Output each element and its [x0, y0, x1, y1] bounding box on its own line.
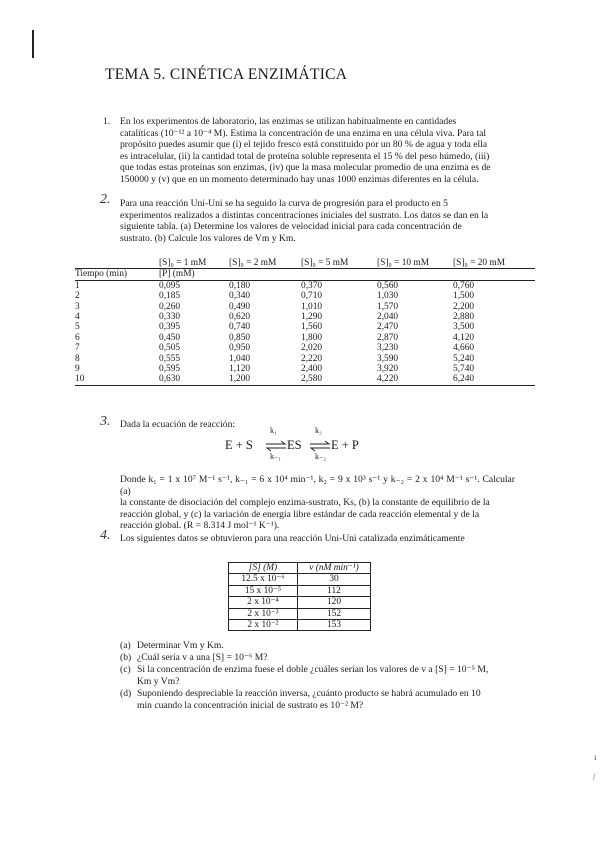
time-cell: 7 [75, 343, 80, 354]
question-label: (c) [120, 664, 131, 676]
table-row [229, 585, 371, 596]
product-concentration-cell: 0,450 [159, 332, 181, 343]
product-concentration-cell: 2,870 [377, 332, 399, 343]
time-cell: 3 [75, 301, 80, 312]
product-concentration-cell: 2,470 [377, 322, 399, 333]
problem-1-line: es intracelular, (ii) la cantidad total de proteína soluble representa el 15 % del peso húmedo, (iii) [120, 150, 490, 162]
product-concentration-cell: 0,370 [301, 280, 323, 291]
table-subheader-cell [301, 269, 377, 280]
product-concentration-cell: 0,185 [159, 291, 181, 302]
problem-3-intro: Dada la ecuación de reacción: [120, 419, 236, 430]
question-label: (a) [120, 640, 131, 651]
problem-4-intro: Los siguientes datos se obtuvieron para una reacción Uni-Uni catalizada enzimáticamente [120, 533, 465, 544]
product-concentration-cell: 1,120 [229, 364, 251, 375]
table-subheader-cell: [P] (mM) [159, 269, 229, 280]
problem-1-number: 1. [103, 116, 111, 127]
problem-1-line: catalíticas (10⁻¹² a 10⁻⁴ M). Estima la concentración de una enzima en una célula viva. Para tal [120, 127, 487, 139]
time-cell: 8 [75, 353, 80, 364]
table-row [75, 343, 535, 353]
problem-1-text [120, 116, 515, 186]
product-concentration-cell: 2,200 [453, 301, 475, 312]
substrate-cell: 2 x 10⁻⁴ [229, 597, 298, 608]
problem-1-line: propósito puedes asumir que (i) el tejido fresco está constituido por un 80 % de agua y toda ella [120, 139, 488, 151]
product-concentration-cell: 0,395 [159, 322, 181, 333]
scheme-products: E + P [331, 438, 359, 452]
product-concentration-cell: 0,180 [229, 280, 251, 291]
handwritten-check-4: 4. [100, 528, 111, 543]
question-line: Suponiendo despreciable la reacción inversa, ¿cuánto producto se habrá acumulado en 10 [137, 688, 481, 700]
product-concentration-cell: 2,400 [301, 364, 323, 375]
table-subheader-row [75, 269, 535, 280]
question-line: Determinar Vm y Km. [137, 640, 224, 651]
product-concentration-cell: 0,595 [159, 364, 181, 375]
rate-constant-k2: k₂ [315, 426, 322, 435]
problem-1-line: que todas estas proteínas son enzimas, (iv) que la masa molecular promedio de una enzima es de [120, 162, 491, 174]
product-concentration-cell: 0,760 [453, 280, 475, 291]
problem-2-text [120, 198, 515, 244]
problem-3-line: reacción global, y (c) la variación de energía libre estándar de cada reacción elemental y de la [120, 508, 480, 520]
substrate-cell: 2 x 10⁻³ [229, 608, 298, 619]
problem-2-line: experimentos realizados a distintas concentraciones iniciales del sustrato. Los datos se dan en la [120, 209, 489, 221]
scheme-complex: ES [287, 438, 302, 452]
table-row [229, 620, 371, 631]
product-concentration-cell: 1,290 [301, 312, 323, 323]
question-line: ¿Cuál sería v a una [S] = 10⁻⁶ M? [137, 652, 268, 664]
product-concentration-cell: 0,095 [159, 280, 181, 291]
problem-3-line: Donde k₁ = 1 x 10⁷ M⁻¹ s⁻¹, k₋₁ = 6 x 10⁴ min⁻¹, k₂ = 9 x 10³ s⁻¹ y k₋₂ = 2 x 10⁴ M⁻¹ s⁻¹. Calcular (a) [120, 474, 515, 497]
question-line: Si la concentración de enzima fuese el doble ¿cuáles serían los valores de v a [S] = 10⁻⁵ M, [137, 664, 489, 676]
progress-curve-table [75, 258, 535, 386]
table-row [229, 597, 371, 608]
substrate-cell: 15 x 10⁻⁵ [229, 585, 298, 596]
substrate-cell: 2 x 10⁻² [229, 620, 298, 631]
product-concentration-cell: 1,560 [301, 322, 323, 333]
product-concentration-cell: 3,500 [453, 322, 475, 333]
time-cell: 2 [75, 291, 80, 302]
time-cell: 5 [75, 322, 80, 333]
product-concentration-cell: 3,230 [377, 343, 399, 354]
product-concentration-cell: 5,740 [453, 364, 475, 375]
velocity-cell: 30 [298, 574, 371, 585]
substrate-cell: 12.5 x 10⁻⁶ [229, 574, 298, 585]
product-concentration-cell: 4,220 [377, 374, 453, 385]
table-header-cell: [S]₀ = 20 mM [453, 258, 535, 269]
product-concentration-cell: 2,040 [377, 312, 399, 323]
margin-mark: / [593, 772, 596, 782]
margin-mark: ı [594, 752, 597, 762]
velocity-cell: 152 [298, 608, 371, 619]
product-concentration-cell: 2,880 [453, 312, 475, 323]
velocity-cell: 153 [298, 620, 371, 631]
product-concentration-cell: 1,570 [377, 301, 399, 312]
product-concentration-cell: 2,580 [301, 374, 377, 385]
product-concentration-cell: 0,740 [229, 322, 251, 333]
product-concentration-cell: 0,555 [159, 353, 181, 364]
product-concentration-cell: 0,620 [229, 312, 251, 323]
table-header-cell: [S]₀ = 5 mM [301, 258, 377, 269]
table-subheader-cell [229, 269, 301, 280]
table-row [75, 322, 535, 332]
table-row [75, 354, 535, 364]
product-concentration-cell: 4,660 [453, 343, 475, 354]
table-header-cell: [S]₀ = 2 mM [229, 258, 301, 269]
table-header-cell: [S]₀ = 1 mM [159, 258, 229, 269]
velocity-cell: 112 [298, 585, 371, 596]
product-concentration-cell: 0,330 [159, 312, 181, 323]
rate-constant-k-minus2: k₋₂ [315, 452, 327, 461]
product-concentration-cell: 0,505 [159, 343, 181, 354]
product-concentration-cell: 1,500 [453, 291, 475, 302]
table-header-cell: [S] (M) [229, 563, 298, 574]
product-concentration-cell: 1,200 [229, 374, 301, 385]
product-concentration-cell: 3,590 [377, 353, 399, 364]
equilibrium-arrow-1 [265, 440, 287, 452]
problem-3-line: la constante de disociación del complejo enzima-sustrato, Ks, (b) la constante de equilibrio de la [120, 497, 490, 509]
scheme-reactants: E + S [225, 438, 253, 452]
problem-3-text [120, 474, 515, 532]
product-concentration-cell: 2,220 [301, 353, 323, 364]
product-concentration-cell: 1,030 [377, 291, 399, 302]
table-header-cell [75, 258, 159, 269]
handwritten-check-3: 3. [100, 414, 111, 429]
product-concentration-cell: 0,950 [229, 343, 251, 354]
reaction-scheme [225, 426, 375, 464]
problem-2-line: Para una reacción Uni-Uni se ha seguido la curva de progresión para el producto en 5 [120, 198, 448, 209]
table-row [75, 333, 535, 343]
table-header-cell: [S]₀ = 10 mM [377, 258, 453, 269]
product-concentration-cell: 6,240 [453, 374, 535, 385]
product-concentration-cell: 0,710 [301, 291, 323, 302]
velocity-cell: 120 [298, 597, 371, 608]
table-subheader-cell: Tiempo (min) [75, 269, 159, 280]
question-line: min cuando la concentración inicial de sustrato es 10⁻² M? [137, 699, 364, 711]
margin-pen-mark [32, 30, 34, 58]
table-row [229, 608, 371, 619]
product-concentration-cell: 0,340 [229, 291, 251, 302]
rate-data-table [228, 562, 371, 631]
table-row [75, 302, 535, 312]
product-concentration-cell: 1,040 [229, 353, 251, 364]
time-cell: 4 [75, 312, 80, 323]
product-concentration-cell: 3,920 [377, 364, 399, 375]
handwritten-check-2: 2. [100, 192, 111, 207]
question-text [137, 664, 507, 687]
equilibrium-arrow-2 [309, 440, 331, 452]
product-concentration-cell: 5,240 [453, 353, 475, 364]
table-header-row [75, 258, 535, 269]
table-body [229, 574, 371, 631]
question-label: (b) [120, 652, 132, 664]
rate-constant-k1: k₁ [270, 426, 277, 435]
question-text [137, 688, 507, 711]
table-subheader-cell [453, 269, 535, 280]
product-concentration-cell: 0,560 [377, 280, 399, 291]
table-body [75, 280, 535, 385]
time-cell: 6 [75, 332, 80, 343]
time-cell: 10 [75, 374, 159, 385]
table-header-row [229, 563, 371, 574]
question-label: (d) [120, 688, 132, 700]
rate-constant-k-minus1: k₋₁ [270, 452, 282, 461]
problem-2-line: siguiente tabla. (a) Determine los valores de velocidad inicial para cada concentración de [120, 221, 462, 233]
question-line: Km y Vm? [137, 675, 180, 687]
question-text [137, 640, 507, 652]
problem-1-line: En los experimentos de laboratorio, las enzimas se utilizan habitualmente en cantidades [120, 116, 457, 127]
product-concentration-cell: 2,020 [301, 343, 323, 354]
product-concentration-cell: 0,630 [159, 374, 229, 385]
page-title: TEMA 5. CINÉTICA ENZIMÁTICA [105, 66, 348, 83]
table-row [75, 364, 535, 374]
product-concentration-cell: 4,120 [453, 332, 475, 343]
time-cell: 9 [75, 364, 80, 375]
table-row [75, 374, 535, 385]
product-concentration-cell: 0,260 [159, 301, 181, 312]
table-row [229, 574, 371, 585]
product-concentration-cell: 0,850 [229, 332, 251, 343]
table-subheader-cell [377, 269, 453, 280]
problem-2-line: sustrato. (b) Calcule los valores de Vm y Km. [120, 232, 296, 244]
table-row [75, 312, 535, 322]
product-concentration-cell: 1,800 [301, 332, 323, 343]
table-header-cell: v (nM min⁻¹) [298, 563, 371, 574]
product-concentration-cell: 1,010 [301, 301, 323, 312]
product-concentration-cell: 0,490 [229, 301, 251, 312]
problem-3-line: reacción global. (R = 8.314 J mol⁻¹ K⁻¹). [120, 520, 280, 532]
table-row [75, 291, 535, 301]
question-text [137, 652, 507, 664]
table-row [75, 280, 535, 291]
time-cell: 1 [75, 280, 80, 291]
problem-1-line: 150000 y (v) que en un momento determinado hay unas 1000 enzimas diferentes en la célula. [120, 173, 479, 185]
